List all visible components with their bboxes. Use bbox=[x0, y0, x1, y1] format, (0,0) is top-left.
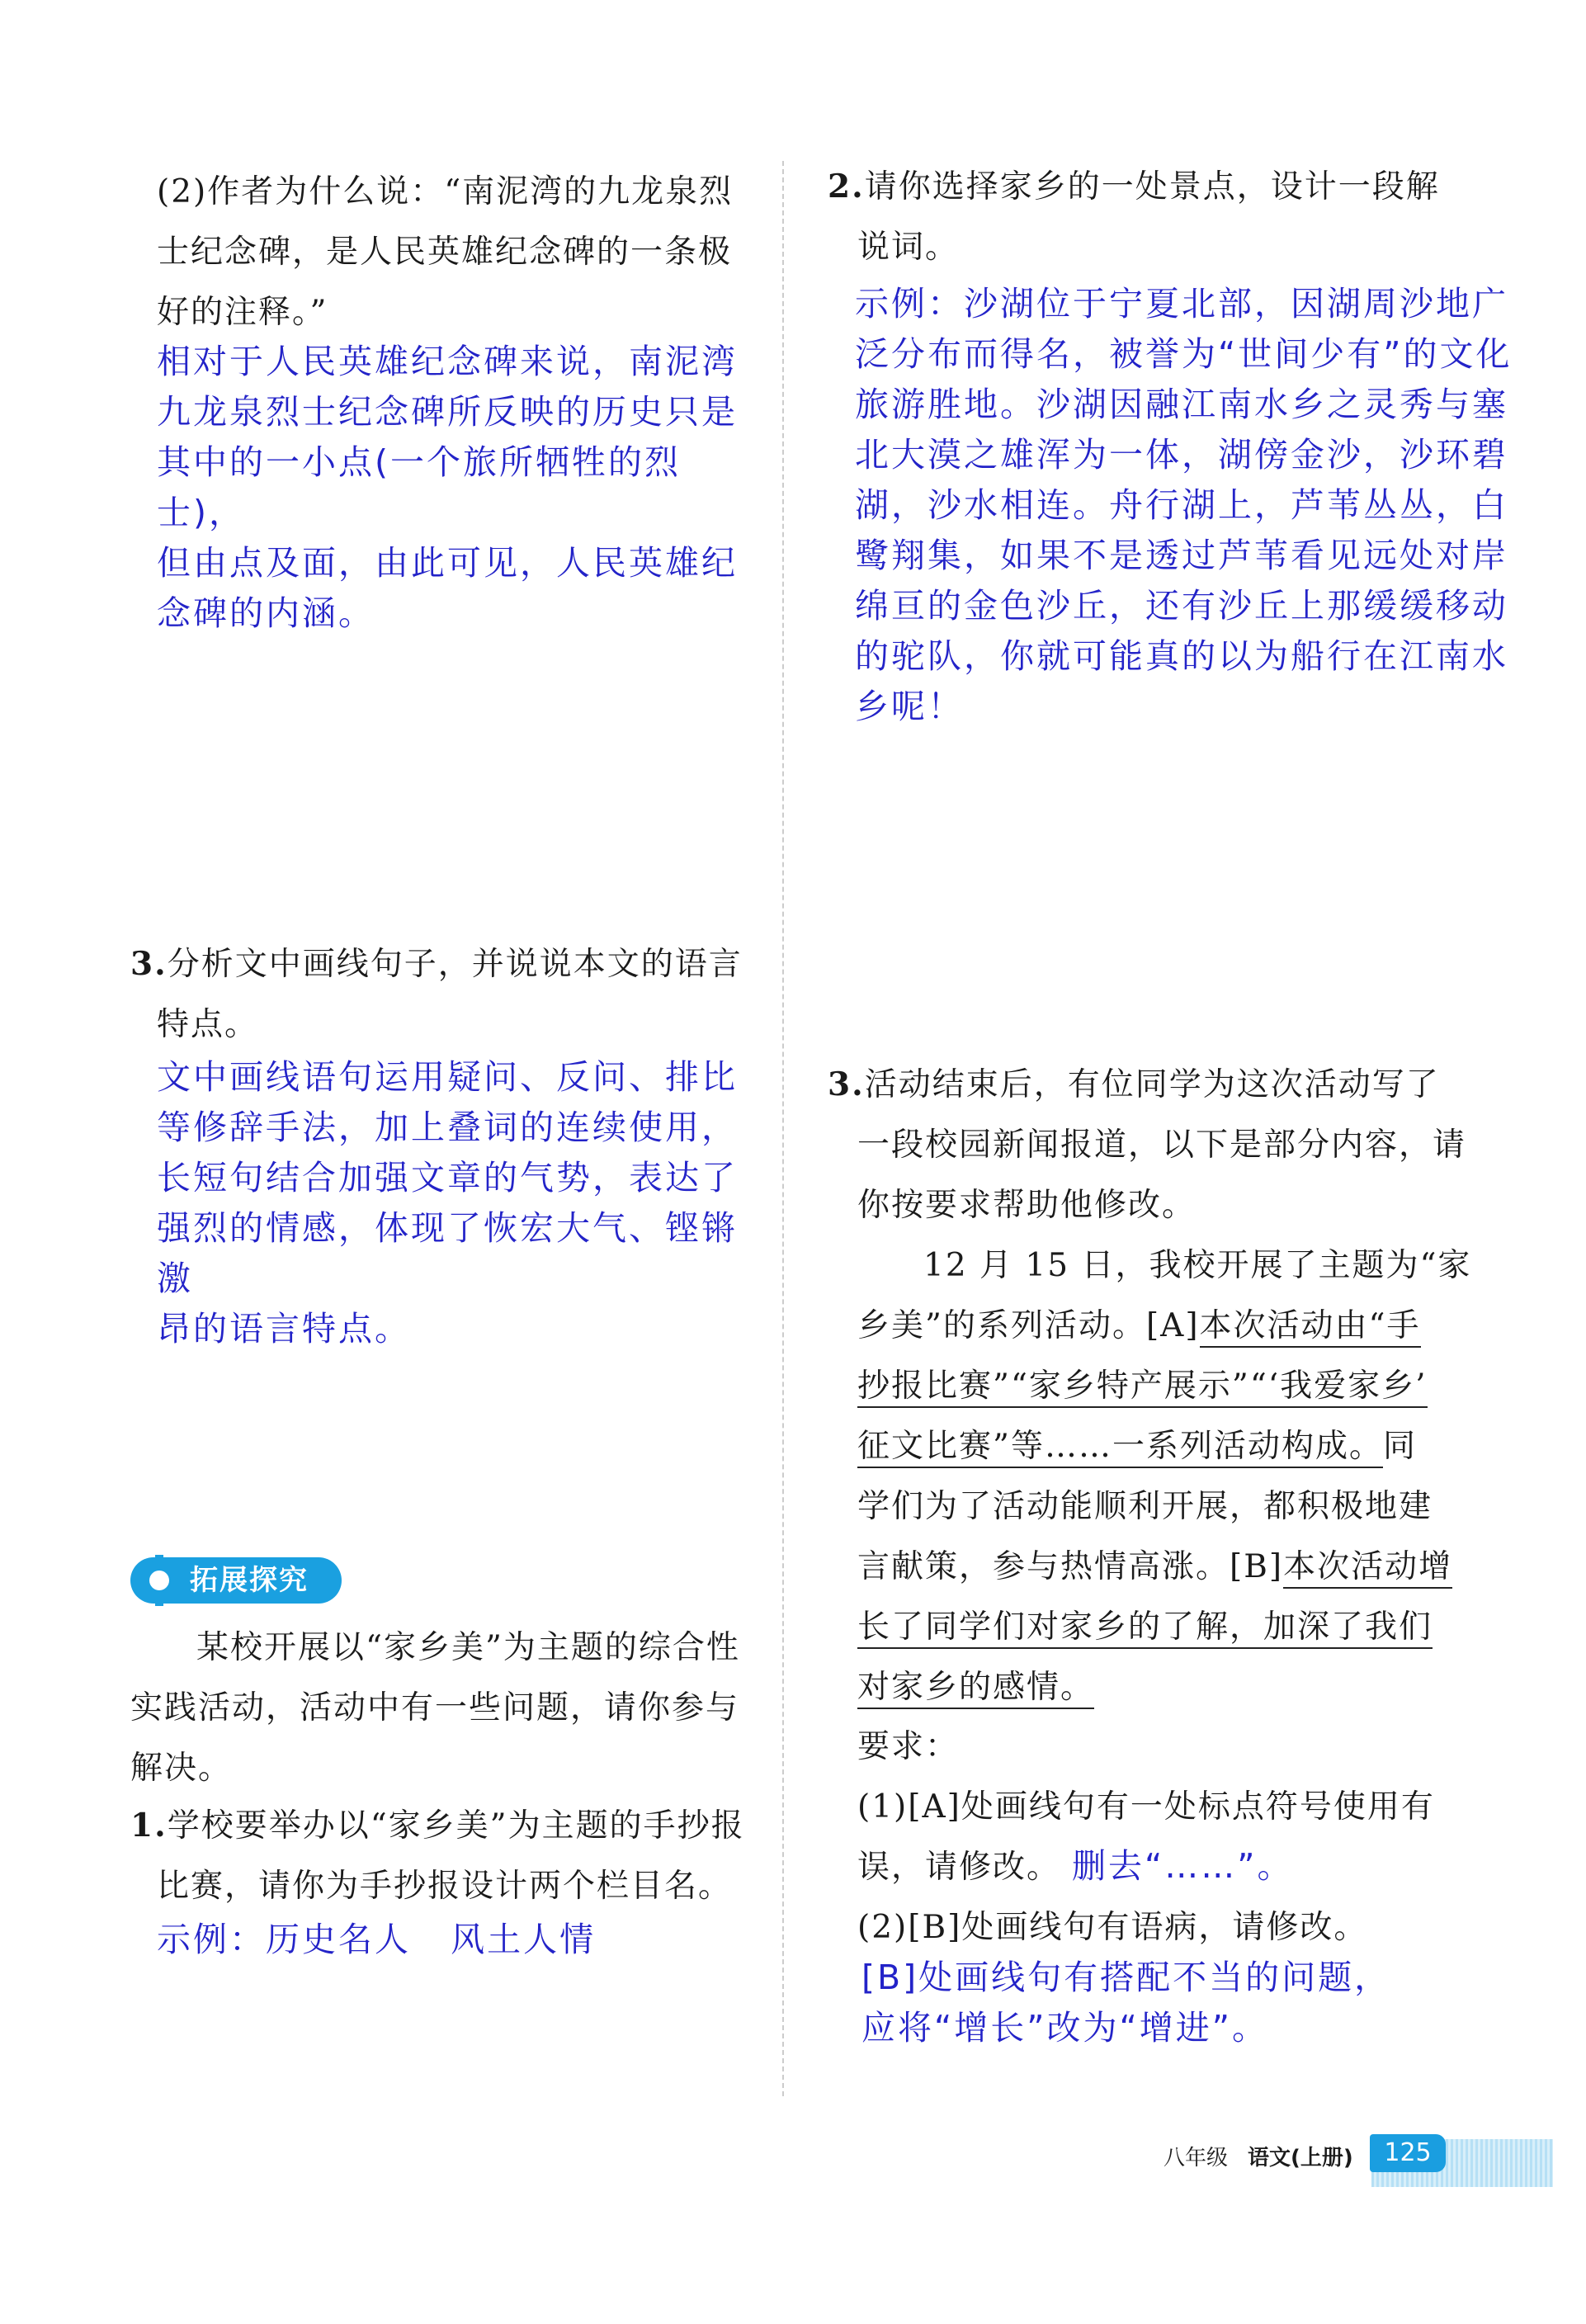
r-q2-answer-line-3: 旅游胜地。沙湖因融江南水乡之灵秀与塞 bbox=[855, 385, 1508, 424]
q2-2-answer-line-2: 九龙泉烈士纪念碑所反映的历史只是 bbox=[157, 392, 738, 432]
q2-2-answer-line-5: 念碑的内涵。 bbox=[157, 593, 375, 633]
r-q2-answer-line-1: 示例：沙湖位于宁夏北部，因湖周沙地广 bbox=[855, 284, 1508, 324]
intro-line-2: 实践活动，活动中有一些问题，请你参与 bbox=[130, 1689, 740, 1726]
q3-line-1: 分析文中画线句子，并说说本文的语言 bbox=[167, 946, 743, 983]
q1-prompt bbox=[130, 1796, 758, 1916]
r-q2-answer-line-6: 鹭翔集，如果不是透过芦苇看见远处对岸 bbox=[855, 536, 1508, 575]
req2-answer-line-2: 应将“增长”改为“增进”。 bbox=[861, 2008, 1268, 2048]
q2-2-answer bbox=[157, 337, 767, 639]
intro-line-3: 解决。 bbox=[130, 1750, 233, 1787]
page-number: 125 bbox=[1384, 2138, 1432, 2167]
news-line-5: 学们为了活动能顺利开展，都积极地建 bbox=[857, 1488, 1433, 1525]
q2-2-line-3: 好的注释。” bbox=[157, 294, 328, 331]
r-q3-line-2: 一段校园新闻报道，以下是部分内容，请 bbox=[857, 1127, 1467, 1164]
r-q2-answer-line-7: 绵亘的金色沙丘，还有沙丘上那缓缓移动 bbox=[855, 586, 1508, 626]
req2-answer bbox=[861, 1953, 1505, 2053]
r-q2-answer-line-8: 的驼队，你就可能真的以为船行在江南水 bbox=[855, 636, 1508, 676]
q3-answer-line-2: 等修辞手法，加上叠词的连续使用， bbox=[157, 1108, 738, 1147]
q1-answer: 示例：历史名人 风土人情 bbox=[157, 1920, 597, 1959]
r-q2-line-2: 说词。 bbox=[857, 229, 960, 266]
news-line-6a: 言献策，参与热情高涨。[B] bbox=[857, 1548, 1284, 1585]
news-line-3: 抄报比赛”“家乡特产展示”“‘我爱家乡’ bbox=[857, 1367, 1428, 1408]
footer-subject: 语文(上册) bbox=[1248, 2146, 1353, 2170]
news-excerpt bbox=[857, 1235, 1485, 1717]
news-line-2a: 乡美”的系列活动。[A] bbox=[857, 1307, 1200, 1344]
q3-number: 3. bbox=[130, 945, 168, 983]
requirements-label: 要求： bbox=[857, 1728, 960, 1765]
r-q2-number: 2. bbox=[828, 168, 865, 205]
r-q2-answer bbox=[855, 279, 1515, 732]
q1-number: 1. bbox=[130, 1807, 168, 1845]
r-q3-line-1: 活动结束后，有位同学为这次活动写了 bbox=[864, 1066, 1440, 1103]
intro-line-1: 某校开展以“家乡美”为主题的综合性 bbox=[196, 1629, 740, 1666]
req1-line-2: 误，请修改。 bbox=[857, 1849, 1061, 1886]
r-q2-line-1: 请你选择家乡的一处景点，设计一段解 bbox=[864, 168, 1440, 205]
req2-answer-line-1: [B]处画线句有搭配不当的问题， bbox=[861, 1958, 1391, 1997]
news-line-7: 长了同学们对家乡的了解，加深了我们 bbox=[857, 1608, 1433, 1649]
q2-2-line-2: 士纪念碑，是人民英雄纪念碑的一条极 bbox=[157, 234, 733, 271]
q3-answer-line-1: 文中画线语句运用疑问、反问、排比 bbox=[157, 1057, 738, 1097]
req2-line: (2)[B]处画线句有语病，请修改。 bbox=[857, 1909, 1368, 1946]
r-q2-answer-line-4: 北大漠之雄浑为一体，湖傍金沙，沙环碧 bbox=[855, 435, 1508, 475]
req1-answer: 删去“……”。 bbox=[1072, 1846, 1294, 1886]
q1-line-1: 学校要举办以“家乡美”为主题的手抄报 bbox=[167, 1807, 745, 1845]
news-line-4b: 同 bbox=[1382, 1428, 1417, 1465]
section-title: 拓展探究 bbox=[190, 1564, 309, 1597]
r-q2-prompt bbox=[828, 157, 1455, 277]
q3-answer-line-4: 强烈的情感，体现了恢宏大气、铿锵激 bbox=[157, 1208, 738, 1298]
news-line-1: 12 月 15 日，我校开展了主题为“家 bbox=[923, 1247, 1472, 1284]
q3-answer-line-3: 长短句结合加强文章的气势，表达了 bbox=[157, 1158, 738, 1197]
q2-2-prompt bbox=[157, 162, 751, 342]
q3-line-2: 特点。 bbox=[157, 1006, 259, 1043]
req1-line-1: (1)[A]处画线句有一处标点符号使用有 bbox=[857, 1788, 1435, 1826]
q2-2-line-1: (2)作者为什么说：“南泥湾的九龙泉烈 bbox=[157, 173, 734, 210]
news-line-6b: 本次活动增 bbox=[1283, 1548, 1452, 1589]
news-line-4a: 征文比赛”等……一系列活动构成。 bbox=[857, 1428, 1383, 1468]
requirements bbox=[857, 1717, 1501, 1958]
r-q3-line-3: 你按要求帮助他修改。 bbox=[857, 1187, 1197, 1224]
intro-text bbox=[130, 1618, 758, 1798]
q1-line-2: 比赛，请你为手抄报设计两个栏目名。 bbox=[157, 1868, 733, 1905]
q3-prompt bbox=[130, 934, 758, 1055]
r-q3-prompt bbox=[828, 1055, 1471, 1235]
footer-grade: 八年级 bbox=[1164, 2146, 1229, 2170]
news-line-2b: 本次活动由“手 bbox=[1200, 1307, 1421, 1348]
news-line-8: 对家乡的感情。 bbox=[857, 1669, 1094, 1709]
r-q2-answer-line-5: 湖，沙水相连。舟行湖上，芦苇丛丛，白 bbox=[855, 485, 1508, 525]
q2-2-answer-line-4: 但由点及面，由此可见，人民英雄纪 bbox=[157, 543, 738, 583]
q3-answer bbox=[157, 1052, 767, 1354]
q2-2-answer-line-3: 其中的一小点(一个旅所牺牲的烈士)， bbox=[157, 442, 681, 532]
r-q2-answer-line-9: 乡呢！ bbox=[855, 687, 964, 726]
gear-icon bbox=[130, 1552, 188, 1609]
q2-2-answer-line-1: 相对于人民英雄纪念碑来说，南泥湾 bbox=[157, 342, 738, 381]
r-q3-number: 3. bbox=[828, 1065, 865, 1103]
column-divider bbox=[782, 161, 784, 2096]
r-q2-answer-line-2: 泛分布而得名，被誉为“世间少有”的文化 bbox=[855, 334, 1513, 374]
q3-answer-line-5: 昂的语言特点。 bbox=[157, 1309, 411, 1349]
